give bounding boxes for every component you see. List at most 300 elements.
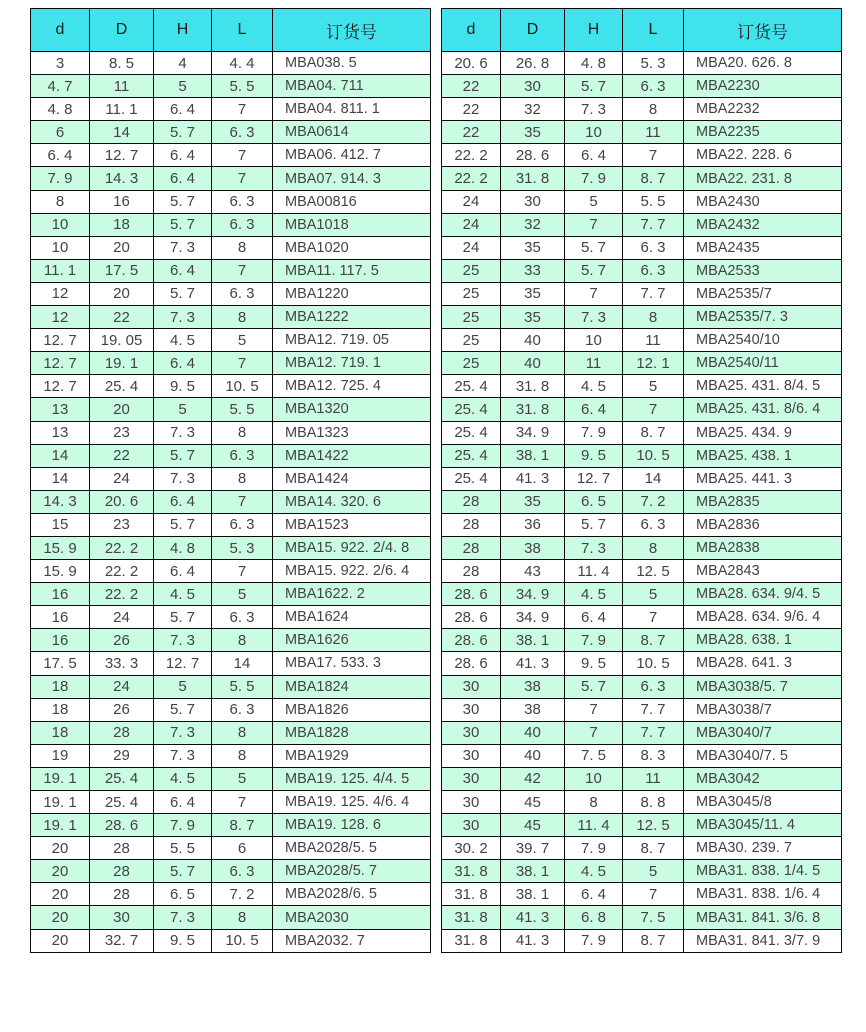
cell-D: 32 — [501, 213, 565, 236]
table-row — [442, 75, 842, 98]
cell-D: 45 — [501, 791, 565, 814]
cell-D: 16 — [90, 190, 154, 213]
cell-H: 6. 4 — [565, 883, 623, 906]
cell-d: 12. 7 — [31, 375, 90, 398]
cell-no: MBA25. 441. 3 — [684, 467, 842, 490]
cell-d: 30 — [442, 744, 501, 767]
table-row — [442, 721, 842, 744]
table-row — [442, 213, 842, 236]
cell-D: 38 — [501, 675, 565, 698]
cell-d: 30. 2 — [442, 837, 501, 860]
cell-L: 7. 7 — [623, 282, 684, 305]
cell-no: MBA25. 431. 8/4. 5 — [684, 375, 842, 398]
cell-no: MBA19. 128. 6 — [273, 814, 431, 837]
cell-L: 7 — [623, 398, 684, 421]
cell-H: 7 — [565, 698, 623, 721]
cell-H: 5. 7 — [154, 121, 212, 144]
cell-L: 11 — [623, 767, 684, 790]
cell-no: MBA2432 — [684, 213, 842, 236]
cell-d: 20 — [31, 837, 90, 860]
table-row — [31, 144, 431, 167]
cell-L: 5 — [212, 583, 273, 606]
cell-H: 6. 4 — [154, 259, 212, 282]
cell-no: MBA2430 — [684, 190, 842, 213]
column-header-no: 订货号 — [273, 9, 431, 52]
cell-no: MBA07. 914. 3 — [273, 167, 431, 190]
table-row — [442, 513, 842, 536]
cell-no: MBA2028/6. 5 — [273, 883, 431, 906]
cell-D: 8. 5 — [90, 52, 154, 75]
cell-d: 30 — [442, 791, 501, 814]
cell-L: 11 — [623, 329, 684, 352]
cell-d: 22. 2 — [442, 144, 501, 167]
cell-d: 28 — [442, 513, 501, 536]
cell-L: 6. 3 — [623, 75, 684, 98]
table-row — [31, 560, 431, 583]
column-header-D: D — [501, 9, 565, 52]
table-row — [31, 375, 431, 398]
cell-D: 38. 1 — [501, 883, 565, 906]
cell-L: 7 — [212, 490, 273, 513]
cell-D: 20 — [90, 282, 154, 305]
cell-L: 14 — [623, 467, 684, 490]
cell-H: 5. 7 — [154, 698, 212, 721]
cell-D: 20. 6 — [90, 490, 154, 513]
cell-no: MBA1828 — [273, 721, 431, 744]
cell-d: 30 — [442, 698, 501, 721]
cell-D: 18 — [90, 213, 154, 236]
table-row — [442, 190, 842, 213]
cell-L: 7 — [212, 560, 273, 583]
cell-L: 5. 3 — [212, 536, 273, 559]
cell-no: MBA28. 634. 9/4. 5 — [684, 583, 842, 606]
table-row — [442, 352, 842, 375]
table-row — [442, 121, 842, 144]
table-row — [31, 190, 431, 213]
cell-no: MBA3040/7 — [684, 721, 842, 744]
cell-D: 35 — [501, 306, 565, 329]
cell-L: 8 — [623, 306, 684, 329]
cell-H: 4. 5 — [565, 860, 623, 883]
cell-d: 25 — [442, 282, 501, 305]
cell-L: 8. 8 — [623, 791, 684, 814]
table-row — [31, 629, 431, 652]
cell-d: 28 — [442, 490, 501, 513]
cell-D: 22 — [90, 444, 154, 467]
cell-L: 8. 7 — [212, 814, 273, 837]
cell-H: 7. 3 — [154, 421, 212, 444]
cell-L: 8 — [212, 744, 273, 767]
cell-L: 8 — [212, 236, 273, 259]
cell-d: 18 — [31, 721, 90, 744]
cell-D: 28 — [90, 883, 154, 906]
cell-L: 8. 7 — [623, 837, 684, 860]
cell-no: MBA3042 — [684, 767, 842, 790]
cell-D: 35 — [501, 490, 565, 513]
cell-no: MBA12. 725. 4 — [273, 375, 431, 398]
cell-no: MBA2836 — [684, 513, 842, 536]
cell-D: 35 — [501, 282, 565, 305]
cell-L: 5 — [212, 329, 273, 352]
cell-H: 10 — [565, 767, 623, 790]
cell-d: 22 — [442, 75, 501, 98]
table-row — [31, 490, 431, 513]
cell-L: 7 — [212, 98, 273, 121]
table-row — [31, 329, 431, 352]
cell-no: MBA3045/8 — [684, 791, 842, 814]
cell-H: 6. 4 — [154, 791, 212, 814]
cell-no: MBA2030 — [273, 906, 431, 929]
table-row — [442, 767, 842, 790]
cell-L: 6. 3 — [212, 190, 273, 213]
cell-D: 33 — [501, 259, 565, 282]
cell-no: MBA2533 — [684, 259, 842, 282]
cell-D: 25. 4 — [90, 767, 154, 790]
cell-d: 14 — [31, 444, 90, 467]
cell-D: 35 — [501, 236, 565, 259]
cell-L: 7 — [623, 883, 684, 906]
cell-D: 14 — [90, 121, 154, 144]
cell-H: 6. 4 — [154, 490, 212, 513]
table-row — [442, 837, 842, 860]
table-row — [31, 837, 431, 860]
table-row — [442, 144, 842, 167]
table-row — [31, 791, 431, 814]
cell-no: MBA038. 5 — [273, 52, 431, 75]
cell-H: 6. 4 — [154, 167, 212, 190]
table-row — [31, 583, 431, 606]
cell-D: 31. 8 — [501, 167, 565, 190]
column-header-H: H — [565, 9, 623, 52]
table-row — [442, 52, 842, 75]
cell-H: 5 — [154, 398, 212, 421]
cell-d: 25 — [442, 329, 501, 352]
cell-d: 31. 8 — [442, 883, 501, 906]
cell-d: 30 — [442, 814, 501, 837]
cell-no: MBA1622. 2 — [273, 583, 431, 606]
cell-H: 7. 3 — [154, 306, 212, 329]
table-row — [442, 306, 842, 329]
cell-L: 8 — [212, 467, 273, 490]
cell-no: MBA28. 638. 1 — [684, 629, 842, 652]
cell-D: 41. 3 — [501, 467, 565, 490]
column-header-L: L — [623, 9, 684, 52]
cell-L: 8. 7 — [623, 421, 684, 444]
cell-D: 30 — [501, 75, 565, 98]
cell-no: MBA31. 838. 1/6. 4 — [684, 883, 842, 906]
cell-H: 7. 9 — [565, 929, 623, 952]
table-row — [31, 306, 431, 329]
column-header-D: D — [90, 9, 154, 52]
cell-no: MBA19. 125. 4/6. 4 — [273, 791, 431, 814]
cell-H: 4. 8 — [154, 536, 212, 559]
cell-L: 4. 4 — [212, 52, 273, 75]
cell-no: MBA2843 — [684, 560, 842, 583]
cell-no: MBA22. 231. 8 — [684, 167, 842, 190]
cell-no: MBA1826 — [273, 698, 431, 721]
cell-H: 7. 3 — [565, 306, 623, 329]
cell-H: 10 — [565, 329, 623, 352]
table-row — [442, 560, 842, 583]
cell-d: 18 — [31, 675, 90, 698]
cell-d: 20. 6 — [442, 52, 501, 75]
cell-d: 16 — [31, 583, 90, 606]
cell-no: MBA3045/11. 4 — [684, 814, 842, 837]
cell-H: 4. 8 — [565, 52, 623, 75]
table-row — [31, 606, 431, 629]
cell-H: 7. 9 — [565, 167, 623, 190]
cell-D: 24 — [90, 467, 154, 490]
cell-H: 6. 4 — [154, 144, 212, 167]
cell-d: 25. 4 — [442, 444, 501, 467]
cell-d: 22 — [442, 98, 501, 121]
cell-d: 10 — [31, 213, 90, 236]
cell-d: 16 — [31, 606, 90, 629]
cell-H: 4. 5 — [154, 583, 212, 606]
cell-d: 25 — [442, 306, 501, 329]
cell-no: MBA17. 533. 3 — [273, 652, 431, 675]
table-row — [31, 536, 431, 559]
cell-H: 4. 5 — [565, 583, 623, 606]
cell-H: 7. 3 — [565, 536, 623, 559]
cell-L: 5 — [623, 583, 684, 606]
cell-d: 28 — [442, 536, 501, 559]
table-row — [442, 536, 842, 559]
table-row — [31, 906, 431, 929]
cell-D: 28 — [90, 837, 154, 860]
cell-d: 31. 8 — [442, 906, 501, 929]
cell-no: MBA14. 320. 6 — [273, 490, 431, 513]
table-row — [442, 860, 842, 883]
cell-no: MBA22. 228. 6 — [684, 144, 842, 167]
table-row — [31, 167, 431, 190]
cell-H: 10 — [565, 121, 623, 144]
column-header-no: 订货号 — [684, 9, 842, 52]
cell-H: 7. 9 — [565, 629, 623, 652]
cell-L: 7 — [623, 144, 684, 167]
cell-L: 11 — [623, 121, 684, 144]
cell-d: 10 — [31, 236, 90, 259]
cell-no: MBA2232 — [684, 98, 842, 121]
cell-D: 26. 8 — [501, 52, 565, 75]
cell-L: 7 — [212, 144, 273, 167]
cell-D: 41. 3 — [501, 929, 565, 952]
column-header-H: H — [154, 9, 212, 52]
cell-d: 28. 6 — [442, 606, 501, 629]
cell-H: 6. 4 — [154, 560, 212, 583]
cell-H: 7. 3 — [154, 629, 212, 652]
cell-D: 34. 9 — [501, 583, 565, 606]
column-header-d: d — [31, 9, 90, 52]
cell-D: 24 — [90, 675, 154, 698]
table-row — [31, 398, 431, 421]
cell-d: 14 — [31, 467, 90, 490]
table-row — [442, 629, 842, 652]
table-row — [442, 467, 842, 490]
cell-H: 5. 7 — [154, 190, 212, 213]
cell-L: 7. 7 — [623, 721, 684, 744]
table-row — [442, 929, 842, 952]
cell-no: MBA11. 117. 5 — [273, 259, 431, 282]
cell-d: 20 — [31, 906, 90, 929]
cell-d: 25. 4 — [442, 467, 501, 490]
cell-D: 32. 7 — [90, 929, 154, 952]
cell-H: 11 — [565, 352, 623, 375]
table-row — [442, 814, 842, 837]
cell-H: 9. 5 — [565, 652, 623, 675]
cell-H: 6. 4 — [565, 606, 623, 629]
cell-d: 12. 7 — [31, 352, 90, 375]
cell-H: 7. 3 — [154, 467, 212, 490]
cell-D: 28. 6 — [501, 144, 565, 167]
cell-L: 7. 2 — [623, 490, 684, 513]
table-row — [442, 883, 842, 906]
cell-no: MBA2835 — [684, 490, 842, 513]
cell-L: 6. 3 — [212, 513, 273, 536]
table-row — [31, 652, 431, 675]
cell-L: 10. 5 — [212, 929, 273, 952]
cell-D: 30 — [90, 906, 154, 929]
cell-no: MBA31. 841. 3/6. 8 — [684, 906, 842, 929]
cell-no: MBA31. 841. 3/7. 9 — [684, 929, 842, 952]
cell-D: 31. 8 — [501, 375, 565, 398]
table-row — [442, 698, 842, 721]
cell-d: 12. 7 — [31, 329, 90, 352]
cell-L: 7. 5 — [623, 906, 684, 929]
cell-d: 22. 2 — [442, 167, 501, 190]
cell-d: 28. 6 — [442, 652, 501, 675]
cell-no: MBA2235 — [684, 121, 842, 144]
cell-D: 41. 3 — [501, 906, 565, 929]
cell-D: 38 — [501, 536, 565, 559]
cell-no: MBA1018 — [273, 213, 431, 236]
cell-no: MBA2535/7 — [684, 282, 842, 305]
cell-no: MBA1422 — [273, 444, 431, 467]
cell-H: 11. 4 — [565, 560, 623, 583]
table-header — [442, 9, 842, 52]
cell-no: MBA2230 — [684, 75, 842, 98]
cell-L: 10. 5 — [623, 652, 684, 675]
cell-L: 5 — [623, 860, 684, 883]
cell-L: 7. 7 — [623, 698, 684, 721]
table-row — [31, 259, 431, 282]
table-row — [31, 721, 431, 744]
cell-H: 7. 3 — [154, 744, 212, 767]
cell-no: MBA15. 922. 2/4. 8 — [273, 536, 431, 559]
cell-H: 7. 3 — [154, 236, 212, 259]
cell-L: 14 — [212, 652, 273, 675]
cell-no: MBA1020 — [273, 236, 431, 259]
cell-L: 8. 7 — [623, 629, 684, 652]
cell-d: 25. 4 — [442, 421, 501, 444]
header-row — [442, 9, 842, 52]
cell-H: 5 — [565, 190, 623, 213]
table-row — [31, 52, 431, 75]
cell-d: 4. 7 — [31, 75, 90, 98]
cell-no: MBA1523 — [273, 513, 431, 536]
cell-D: 30 — [501, 190, 565, 213]
cell-no: MBA2435 — [684, 236, 842, 259]
table-row — [31, 860, 431, 883]
cell-D: 20 — [90, 236, 154, 259]
cell-D: 38. 1 — [501, 860, 565, 883]
table-row — [31, 121, 431, 144]
table-row — [442, 583, 842, 606]
cell-L: 7 — [212, 352, 273, 375]
cell-d: 28. 6 — [442, 629, 501, 652]
cell-d: 12 — [31, 282, 90, 305]
table-row — [31, 744, 431, 767]
cell-L: 6. 3 — [212, 121, 273, 144]
cell-no: MBA25. 438. 1 — [684, 444, 842, 467]
cell-D: 35 — [501, 121, 565, 144]
cell-D: 22 — [90, 306, 154, 329]
cell-D: 32 — [501, 98, 565, 121]
cell-L: 6. 3 — [623, 675, 684, 698]
cell-no: MBA12. 719. 1 — [273, 352, 431, 375]
cell-d: 30 — [442, 767, 501, 790]
table-row — [31, 352, 431, 375]
cell-L: 8 — [212, 721, 273, 744]
cell-L: 7. 2 — [212, 883, 273, 906]
cell-d: 24 — [442, 190, 501, 213]
cell-H: 5. 7 — [565, 259, 623, 282]
cell-no: MBA30. 239. 7 — [684, 837, 842, 860]
cell-H: 6. 4 — [154, 352, 212, 375]
cell-D: 40 — [501, 744, 565, 767]
cell-L: 8 — [623, 536, 684, 559]
cell-L: 10. 5 — [623, 444, 684, 467]
cell-D: 39. 7 — [501, 837, 565, 860]
cell-no: MBA2540/11 — [684, 352, 842, 375]
cell-no: MBA06. 412. 7 — [273, 144, 431, 167]
table-row — [442, 652, 842, 675]
cell-D: 29 — [90, 744, 154, 767]
cell-L: 5. 3 — [623, 52, 684, 75]
table-row — [442, 98, 842, 121]
cell-d: 24 — [442, 236, 501, 259]
cell-L: 12. 5 — [623, 814, 684, 837]
cell-L: 6. 3 — [212, 282, 273, 305]
cell-d: 4. 8 — [31, 98, 90, 121]
cell-H: 5 — [154, 675, 212, 698]
cell-L: 5. 5 — [212, 75, 273, 98]
cell-no: MBA28. 634. 9/6. 4 — [684, 606, 842, 629]
table-row — [31, 883, 431, 906]
cell-D: 24 — [90, 606, 154, 629]
cell-d: 19. 1 — [31, 767, 90, 790]
cell-no: MBA1624 — [273, 606, 431, 629]
cell-no: MBA1220 — [273, 282, 431, 305]
cell-no: MBA1222 — [273, 306, 431, 329]
cell-L: 5. 5 — [212, 398, 273, 421]
cell-H: 4. 5 — [565, 375, 623, 398]
cell-D: 41. 3 — [501, 652, 565, 675]
cell-d: 25 — [442, 259, 501, 282]
table-row — [31, 513, 431, 536]
table-row — [31, 698, 431, 721]
cell-L: 6. 3 — [212, 213, 273, 236]
table-body — [31, 52, 431, 953]
cell-H: 5. 7 — [154, 282, 212, 305]
cell-d: 6. 4 — [31, 144, 90, 167]
cell-H: 8 — [565, 791, 623, 814]
cell-H: 5. 7 — [154, 606, 212, 629]
cell-D: 38 — [501, 698, 565, 721]
table-row — [442, 444, 842, 467]
cell-D: 12. 7 — [90, 144, 154, 167]
cell-L: 10. 5 — [212, 375, 273, 398]
